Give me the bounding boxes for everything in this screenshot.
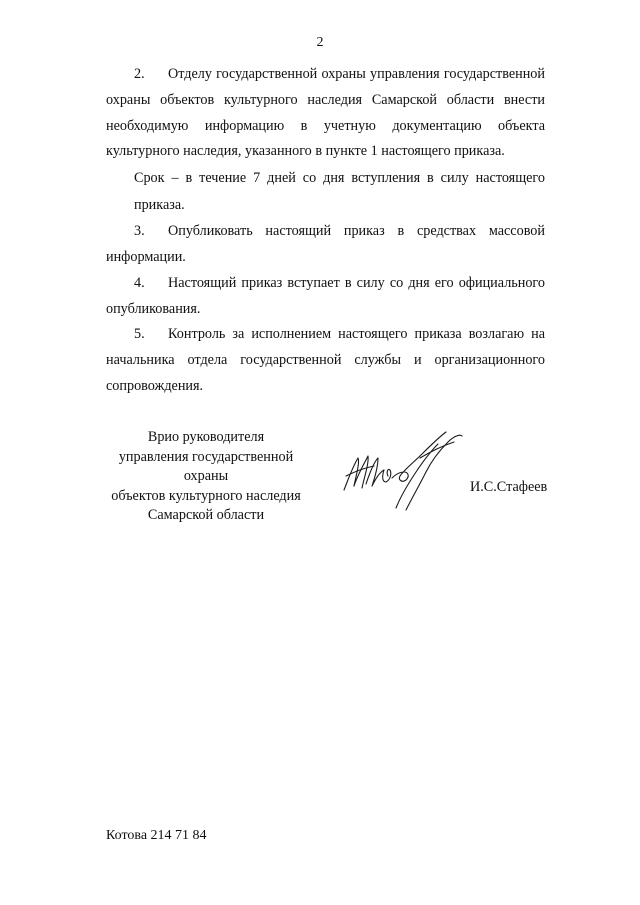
paragraph-text: Настоящий приказ вступает в силу со дня его официального опубликования.	[106, 274, 545, 317]
paragraph-3	[106, 219, 545, 271]
signatory-title-line: объектов культурного наследия	[111, 487, 301, 504]
signatory-title	[96, 428, 316, 526]
paragraph-number: 5.	[134, 326, 145, 343]
paragraph-4	[106, 271, 545, 323]
paragraph-2	[106, 62, 545, 165]
signer-name: И.С.Стафеев	[470, 479, 548, 495]
signatory-title-line: Врио руководителя	[147, 429, 265, 445]
paragraph-number: 2.	[134, 66, 145, 82]
paragraph-text: Отделу государственной охраны управления государственной охраны объектов культурного наследия Самарской области внести необходимую информацию в учетную документацию объекта культурного наследия, указанного в пункте 1 настоящего приказа.	[106, 66, 545, 160]
paragraph-5	[106, 322, 545, 399]
signatory-title-line: управления государственной охраны	[118, 448, 294, 485]
paragraph-text: Контроль за исполнением настоящего приказа возлагаю на начальника отдела государственной службы и организационного сопровождения.	[106, 326, 545, 394]
contact-info: Котова 214 71 84	[106, 828, 207, 843]
order-body	[106, 62, 545, 400]
handwritten-signature	[338, 428, 468, 513]
page-number: 2	[316, 35, 324, 50]
signatory-title-line: Самарской области	[147, 507, 265, 524]
paragraph-number: 4.	[134, 274, 145, 291]
paragraph-text: Срок – в течение 7 дней со дня вступления в силу настоящего приказа.	[134, 170, 545, 214]
paragraph-number: 3.	[134, 223, 145, 240]
paragraph-text: Опубликовать настоящий приказ в средствах массовой информации.	[106, 223, 545, 265]
deadline-paragraph	[106, 165, 545, 219]
